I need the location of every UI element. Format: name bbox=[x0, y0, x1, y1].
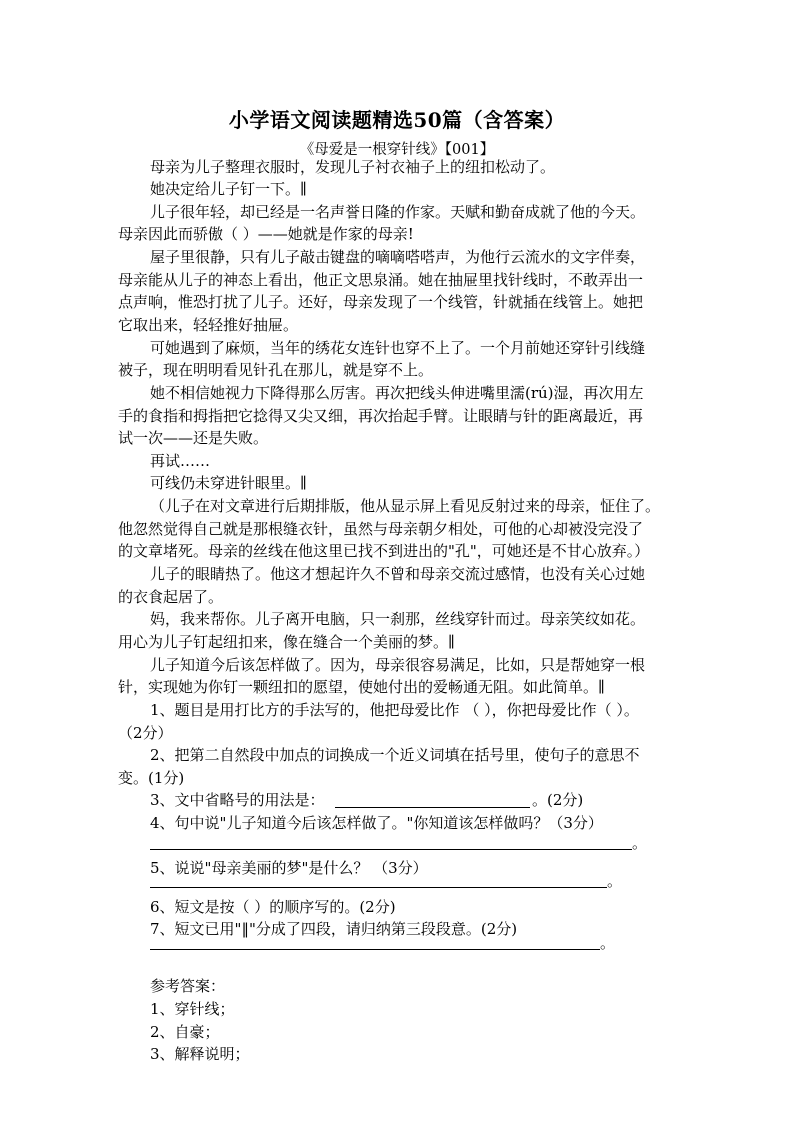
question-3: 3、文中省略号的用法是： bbox=[150, 791, 325, 809]
paragraph-line: 她不相信她视力下降得那么厉害。再次把线头伸进嘴里濡(rú)湿，再次用左 bbox=[150, 384, 644, 402]
paragraph-line: 屋子里很静，只有儿子敲击键盘的嘀嘀嗒嗒声，为他行云流水的文字伴奏， bbox=[150, 248, 646, 266]
paragraph-line: 母亲能从儿子的神态上看出，他正文思泉涌。她在抽屉里找针线时，不敢弄出一 bbox=[118, 271, 644, 289]
paragraph-line: 手的食指和拇指把它捻得又尖又细，再次抬起手臂。让眼睛与针的距离最近，再 bbox=[118, 407, 644, 425]
question-7-end: 。 bbox=[600, 934, 616, 952]
question-4: 4、句中说"儿子知道今后该怎样做了。"你知道该怎样做吗？（3分） bbox=[150, 814, 603, 832]
article-subtitle: 《母爱是一根穿针线》【001】 bbox=[299, 142, 495, 158]
question-1: 1、题目是用打比方的手法写的，他把母爱比作 （ ），你把母爱比作（ ）。 bbox=[150, 701, 639, 719]
paragraph-line: 可她遇到了麻烦，当年的绣花女连针也穿不上了。一个月前她还穿针引线缝 bbox=[150, 339, 646, 357]
question-5: 5、说说"母亲美丽的梦"是什么？ （3分） bbox=[150, 859, 428, 877]
paragraph-line: 用心为儿子钉起纽扣来，像在缝合一个美丽的梦。∥ bbox=[118, 633, 455, 651]
paragraph-line: 儿子的眼睛热了。他这才想起许久不曾和母亲交流过感情，也没有关心过她 bbox=[150, 565, 646, 583]
question-4-end: 。 bbox=[632, 834, 648, 852]
question-7: 7、短文已用"‖"分成了四段，请归纳第三段段意。(2分) bbox=[150, 920, 518, 938]
answers-heading: 参考答案： bbox=[150, 977, 226, 995]
answer-item: 2、自豪； bbox=[150, 1023, 220, 1041]
answer-blank-4[interactable] bbox=[150, 849, 632, 850]
paragraph-line: （儿子在对文章进行后期排版，他从显示屏上看见反射过来的母亲，怔住了。 bbox=[150, 497, 661, 515]
paragraph-line: 试一次——还是失败。 bbox=[118, 429, 269, 447]
paragraph-line: 可线仍未穿进针眼里。∥ bbox=[150, 474, 307, 492]
paragraph-line: 被子，现在明明看见针孔在那儿，就是穿不上。 bbox=[118, 361, 434, 379]
paragraph-line: 儿子知道今后该怎样做了。因为，母亲很容易满足，比如，只是帮她穿一根 bbox=[150, 656, 646, 674]
paragraph-line: 儿子很年轻，却已经是一名声誉日隆的作家。天赋和勤奋成就了他的今天。 bbox=[150, 203, 646, 221]
paragraph-line: 针，实现她为你钉一颗纽扣的愿望，使她付出的爱畅通无阻。如此简单。∥ bbox=[118, 678, 605, 696]
question-1-points: （2分） bbox=[118, 724, 173, 742]
question-2: 2、把第二自然段中加点的词换成一个近义词填在括号里，使句子的意思不 bbox=[150, 746, 640, 764]
question-5-end: 。 bbox=[607, 872, 623, 890]
question-2-points: 变。(1分) bbox=[118, 769, 185, 787]
page-title: 小学语文阅读题精选50篇（含答案） bbox=[228, 108, 566, 132]
paragraph-line: 妈，我来帮你。儿子离开电脑，只一刹那，丝线穿针而过。母亲笑纹如花。 bbox=[150, 610, 646, 628]
paragraph-line: 它取出来，轻轻推好抽屉。 bbox=[118, 316, 299, 334]
paragraph-line: 母亲因此而骄傲（ ）——她就是作家的母亲! bbox=[118, 225, 414, 243]
paragraph-line: 他忽然觉得自己就是那根缝衣针，虽然与母亲朝夕相处，可他的心却被没完没了 bbox=[118, 520, 644, 538]
answer-blank-3[interactable] bbox=[335, 807, 530, 808]
answer-item: 3、解释说明； bbox=[150, 1045, 250, 1063]
paragraph-line: 她决定给儿子钉一下。∥ bbox=[150, 180, 307, 198]
answer-blank-7[interactable] bbox=[150, 949, 600, 950]
paragraph-line: 的衣食起居了。 bbox=[118, 588, 224, 606]
answer-item: 1、穿针线； bbox=[150, 1000, 235, 1018]
paragraph-line: 点声响，惟恐打扰了儿子。还好，母亲发现了一个线管，针就插在线管上。她把 bbox=[118, 293, 644, 311]
answer-blank-5[interactable] bbox=[150, 887, 607, 888]
paragraph-line: 再试…… bbox=[150, 452, 211, 470]
question-6: 6、短文是按（ ）的顺序写的。(2分) bbox=[150, 898, 396, 916]
question-3-points: 。(2分) bbox=[532, 791, 584, 809]
paragraph-line: 母亲为儿子整理衣服时，发现儿子衬衣袖子上的纽扣松动了。 bbox=[150, 158, 556, 176]
paragraph-line: 的文章堵死。母亲的丝线在他这里已找不到进出的"孔"，可她还是不甘心放弃。） bbox=[118, 542, 650, 560]
